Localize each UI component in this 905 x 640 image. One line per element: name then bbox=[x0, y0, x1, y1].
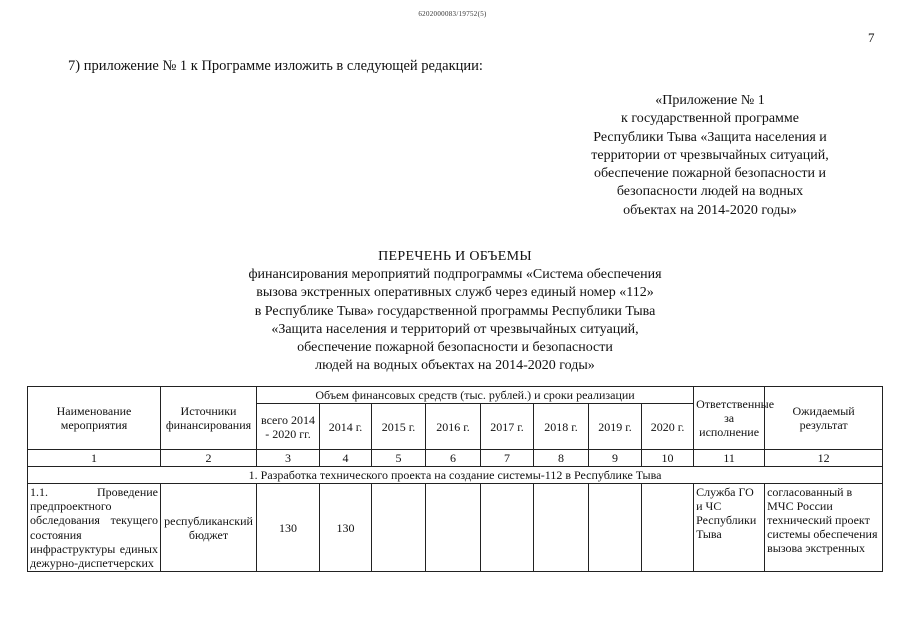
financing-table bbox=[27, 386, 883, 572]
row-2017 bbox=[481, 484, 534, 572]
header-year: 2018 г. bbox=[534, 404, 589, 450]
title-line: обеспечение пожарной безопасности и безопасности bbox=[297, 340, 613, 356]
header-source: Источники финансирования bbox=[161, 387, 257, 450]
header-total: всего 2014 - 2020 гг. bbox=[257, 404, 320, 450]
row-2015 bbox=[372, 484, 426, 572]
table-row bbox=[28, 484, 883, 572]
section-title: 1. Разработка технического проекта на создание системы-112 в Республике Тыва bbox=[28, 467, 883, 484]
row-2014: 130 bbox=[320, 484, 372, 572]
appendix-line: обеспечение пожарной безопасности и bbox=[594, 166, 826, 182]
appendix-line: безопасности людей на водных bbox=[616, 184, 804, 200]
title-line: финансирования мероприятий подпрограммы «Система обеспечения bbox=[248, 267, 662, 283]
row-result: согласованный в МЧС России технический проект системы обеспечения вызова экстренных bbox=[765, 484, 883, 572]
header-responsible: Ответственные за исполнение bbox=[694, 387, 765, 450]
document-id: 6202000083/19752(5) bbox=[418, 10, 487, 18]
header-name: Наименование мероприятия bbox=[28, 387, 161, 450]
column-number: 6 bbox=[426, 450, 481, 467]
column-number: 1 bbox=[28, 450, 161, 467]
row-2018 bbox=[534, 484, 589, 572]
header-year: 2016 г. bbox=[426, 404, 481, 450]
appendix-line: Республики Тыва «Защита населения и bbox=[593, 129, 827, 145]
instruction-text: 7) приложение № 1 к Программе изложить в следующей редакции: bbox=[68, 58, 483, 74]
title-line: людей на водных объектах на 2014-2020 годы» bbox=[315, 358, 595, 374]
column-number: 9 bbox=[589, 450, 642, 467]
row-2019 bbox=[589, 484, 642, 572]
row-source: республиканский бюджет bbox=[161, 484, 257, 572]
appendix-reference bbox=[560, 92, 860, 220]
title-line: вызова экстренных оперативных служб через единый номер «112» bbox=[256, 285, 654, 301]
row-name: 1.1. Проведение предпроектного обследования текущего состояния инфраструктуры единых дежурно-диспетчерских bbox=[28, 484, 161, 572]
title-line: «Защита населения и территорий от чрезвычайных ситуаций, bbox=[271, 321, 639, 337]
row-2020 bbox=[642, 484, 694, 572]
column-number: 4 bbox=[320, 450, 372, 467]
header-year: 2014 г. bbox=[320, 404, 372, 450]
column-number: 3 bbox=[257, 450, 320, 467]
appendix-line: к государственной программе bbox=[621, 111, 799, 127]
row-2016 bbox=[426, 484, 481, 572]
document-title bbox=[180, 248, 730, 375]
header-result: Ожидаемый результат bbox=[765, 387, 883, 450]
appendix-line: «Приложение № 1 bbox=[655, 93, 765, 108]
header-year: 2017 г. bbox=[481, 404, 534, 450]
title-line: в Республике Тыва» государственной программы Республики Тыва bbox=[254, 303, 656, 319]
column-number: 7 bbox=[481, 450, 534, 467]
appendix-line: территории от чрезвычайных ситуаций, bbox=[591, 147, 829, 163]
title-main: ПЕРЕЧЕНЬ И ОБЪЕМЫ bbox=[378, 249, 532, 264]
page-number: 7 bbox=[868, 30, 875, 45]
column-number: 11 bbox=[694, 450, 765, 467]
column-number: 12 bbox=[765, 450, 883, 467]
appendix-line: объектах на 2014-2020 годы» bbox=[623, 202, 797, 218]
header-year: 2019 г. bbox=[589, 404, 642, 450]
column-number: 8 bbox=[534, 450, 589, 467]
header-year: 2020 г. bbox=[642, 404, 694, 450]
header-volume: Объем финансовых средств (тыс. рублей.) и сроки реализации bbox=[257, 387, 694, 404]
column-number: 2 bbox=[161, 450, 257, 467]
row-total: 130 bbox=[257, 484, 320, 572]
header-year: 2015 г. bbox=[372, 404, 426, 450]
column-number: 5 bbox=[372, 450, 426, 467]
row-responsible: Служба ГО и ЧС Республики Тыва bbox=[694, 484, 765, 572]
column-number: 10 bbox=[642, 450, 694, 467]
